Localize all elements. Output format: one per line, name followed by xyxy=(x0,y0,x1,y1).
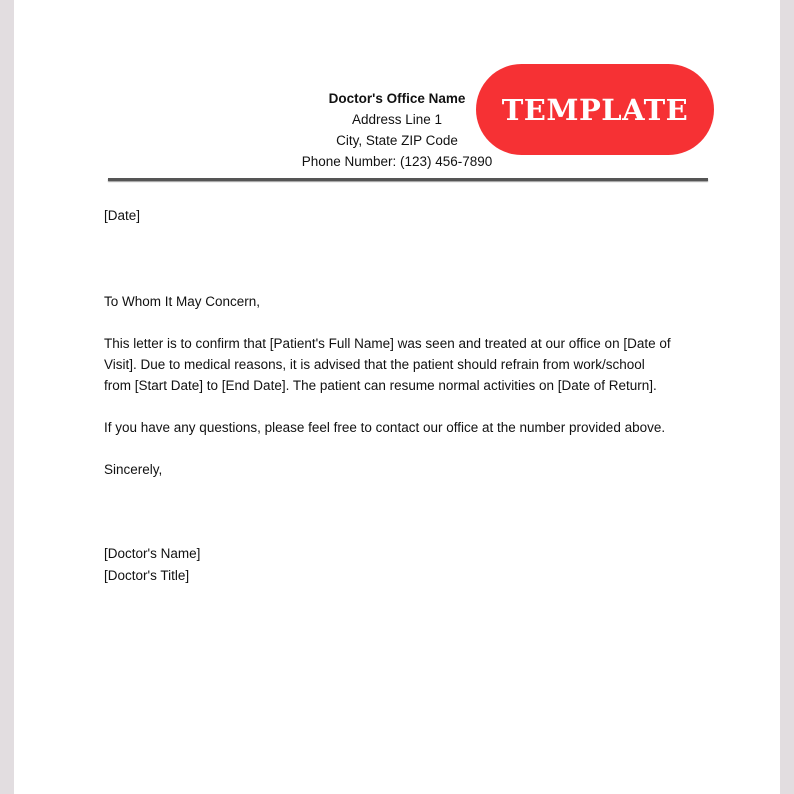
phone-number: Phone Number: (123) 456-7890 xyxy=(301,154,493,169)
doctor-name: [Doctor's Name] xyxy=(104,546,201,561)
body-line-1: This letter is to confirm that [Patient's Full Name] was seen and treated at our office on [Date of xyxy=(104,336,671,351)
office-name: Doctor's Office Name xyxy=(328,91,466,106)
template-badge: TEMPLATE xyxy=(476,64,714,155)
body-line-2: Visit]. Due to medical reasons, it is advised that the patient should refrain from work/school xyxy=(104,357,645,372)
doctor-title: [Doctor's Title] xyxy=(104,568,190,583)
letter-date: [Date] xyxy=(104,208,141,223)
header-divider xyxy=(108,178,708,181)
body-line-3: from [Start Date] to [End Date]. The patient can resume normal activities on [Date of Return]. xyxy=(104,378,657,393)
closing: Sincerely, xyxy=(104,462,163,477)
greeting: To Whom It May Concern, xyxy=(104,294,261,309)
address-line: Address Line 1 xyxy=(351,112,443,127)
city-state-zip: City, State ZIP Code xyxy=(336,133,458,148)
contact-paragraph: If you have any questions, please feel free to contact our office at the number provided above. xyxy=(104,420,666,435)
